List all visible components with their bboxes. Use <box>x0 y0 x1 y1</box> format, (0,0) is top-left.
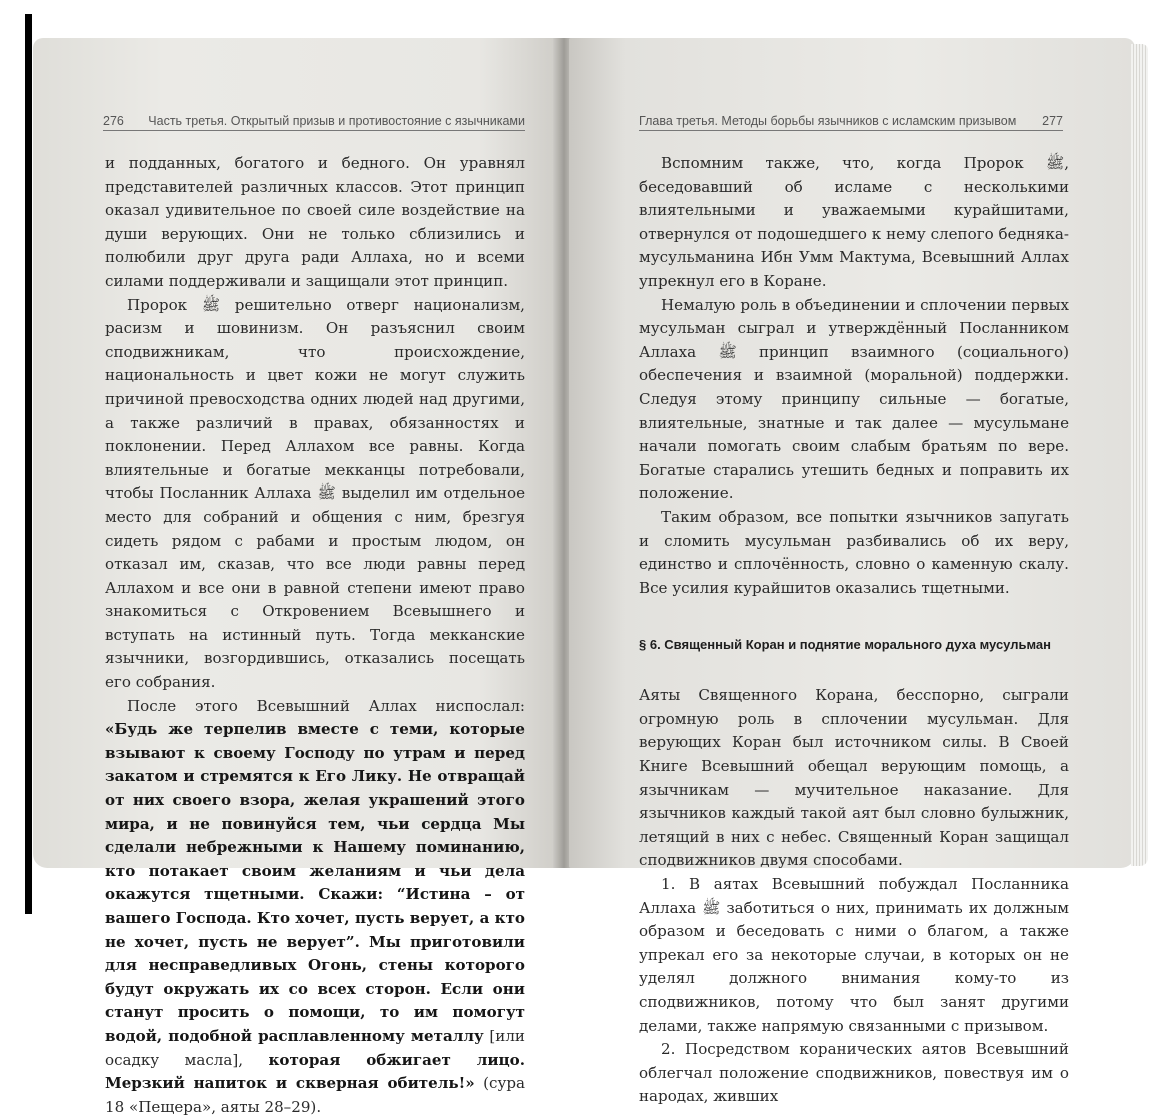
section-heading: § 6. Священный Коран и поднятие морального духа мусульман <box>639 637 1052 653</box>
paragraph: Пророк ﷺ решительно отверг национализм, расизм и шовинизм. Он разъяснил своим сподвижникам, что происхождение, национальность и цвет кожи не могут служить причиной превосходства одних людей над другими, а также различий в правах, обязанностях и поклонении. Перед Аллахом все равны. Когда влиятельные и богатые мекканцы потребовали, чтобы Посланник Аллаха ﷺ выделил им отдельное место для собраний и общения с ним, брезгуя сидеть рядом с рабами и простым людом, он отказал им, сказав, что все люди равны перед Аллахом и все они в равной степени имеют право знакомиться с Откровением Всевышнего и вступать на истинный путь. Тогда мекканские язычники, возгордившись, отказались посещать его собрания. <box>105 295 526 692</box>
right-running-head <box>639 108 1063 128</box>
page-block-edges <box>1131 44 1148 866</box>
paragraph: 2. Посредством коранических аятов Всевышний облегчал положение сподвижников, повествуя им о народах, живших <box>639 1040 1069 1106</box>
left-header-rule <box>103 130 525 131</box>
right-page-text <box>639 152 1069 1109</box>
open-book <box>33 38 1148 1116</box>
paragraph: Таким образом, все попытки язычников запугать и сломить мусульман разбивались об их веру, единство и сплочённость, словно о каменную скалу. Все усилия курайшитов оказались тщетными. <box>639 507 1069 597</box>
right-page <box>569 38 1135 1106</box>
left-page <box>33 38 558 1116</box>
left-page-text <box>105 152 525 1119</box>
quote-text: «Будь же терпелив вместе с теми, которые взывают к своему Господу по утрам и перед закатом и стремятся к Его Лику. Не отвращай от них своего взора, желая украшений этого мира, и не повинуйся тем, чьи сердца Мы сделали небрежными к Нашему поминанию, кто потакает своим желаниям и чьи дела окажутся тщетными. Скажи: “Истина – от вашего Господа. Кто хочет, пусть верует, а кто не хочет, пусть не верует”. Мы приготовили для несправедливых Огонь, стены которого будут окружать их со всех сторон. Если они станут просить о помощи, то им помогут водой, подобной расплавленному металлу <box>105 720 525 1045</box>
left-running-title: Часть третья. Открытый призыв и противостояние с язычниками <box>148 114 525 128</box>
quote-text-end: которая обжигает лицо. Мерзкий напиток и скверная обитель!» <box>105 1050 525 1093</box>
paragraph: 1. В аятах Всевышний побуждал Посланника Аллаха ﷺ заботиться о них, принимать их должным образом и беседовать с ними о благом, а также упрекал его за некоторые случаи, в которых он не уделял должного внимания кому-то из сподвижников, потому что был занят другими делами, также напрямую связанными с призывом. <box>639 875 1069 1035</box>
paragraph: Вспомним также, что, когда Пророк ﷺ, беседовавший об исламе с несколькими влиятельными и уважаемыми курайшитами, отвернулся от подошедшего к нему слепого бедняка-мусульманина Ибн Умм Мактума, Всевышний Аллах упрекнул его в Коране. <box>639 154 1069 290</box>
paragraph: Аяты Священного Корана, бесспорно, сыграли огромную роль в сплочении мусульман. Для верующих Коран был источником силы. В Своей Книге Всевышний обещал верующим помощь, а язычникам — мучительное наказание. Для язычников каждый такой аят был словно булыжник, летящий в них с небес. Священный Коран защищал сподвижников двумя способами. <box>639 686 1069 870</box>
left-page-number: 276 <box>103 114 124 128</box>
black-edge-bar <box>25 14 32 914</box>
quote-source: (сура 18 «Пещера», аяты 28–29). <box>105 1074 525 1116</box>
right-running-title: Глава третья. Методы борьбы язычников с исламским призывом <box>639 114 1017 128</box>
quote-lead: После этого Всевышний Аллах ниспослал: <box>127 696 525 715</box>
left-running-head <box>103 108 525 128</box>
quran-quote-paragraph <box>105 695 525 1119</box>
right-page-number: 277 <box>1042 114 1063 128</box>
paragraph: Немалую роль в объединении и сплочении первых мусульман сыграл и утверждённый Посланником Аллаха ﷺ принцип взаимного (социального) обеспечения и взаимной (моральной) поддержки. Следуя этому принципу сильные — богатые, влиятельные, знатные и так далее — мусульмане начали помогать своим слабым братьям по вере. Богатые старались утешить бедных и поправить их положение. <box>639 295 1069 503</box>
right-header-rule <box>639 130 1063 131</box>
paragraph: и подданных, богатого и бедного. Он уравнял представителей различных классов. Этот принцип оказал удивительное по своей силе воздействие на души верующих. Они не только сблизились и полюбили друг друга ради Аллаха, но и всеми силами поддерживали и защищали этот принцип. <box>105 154 525 290</box>
quote-insert: [или осадку масла], <box>105 1026 525 1069</box>
